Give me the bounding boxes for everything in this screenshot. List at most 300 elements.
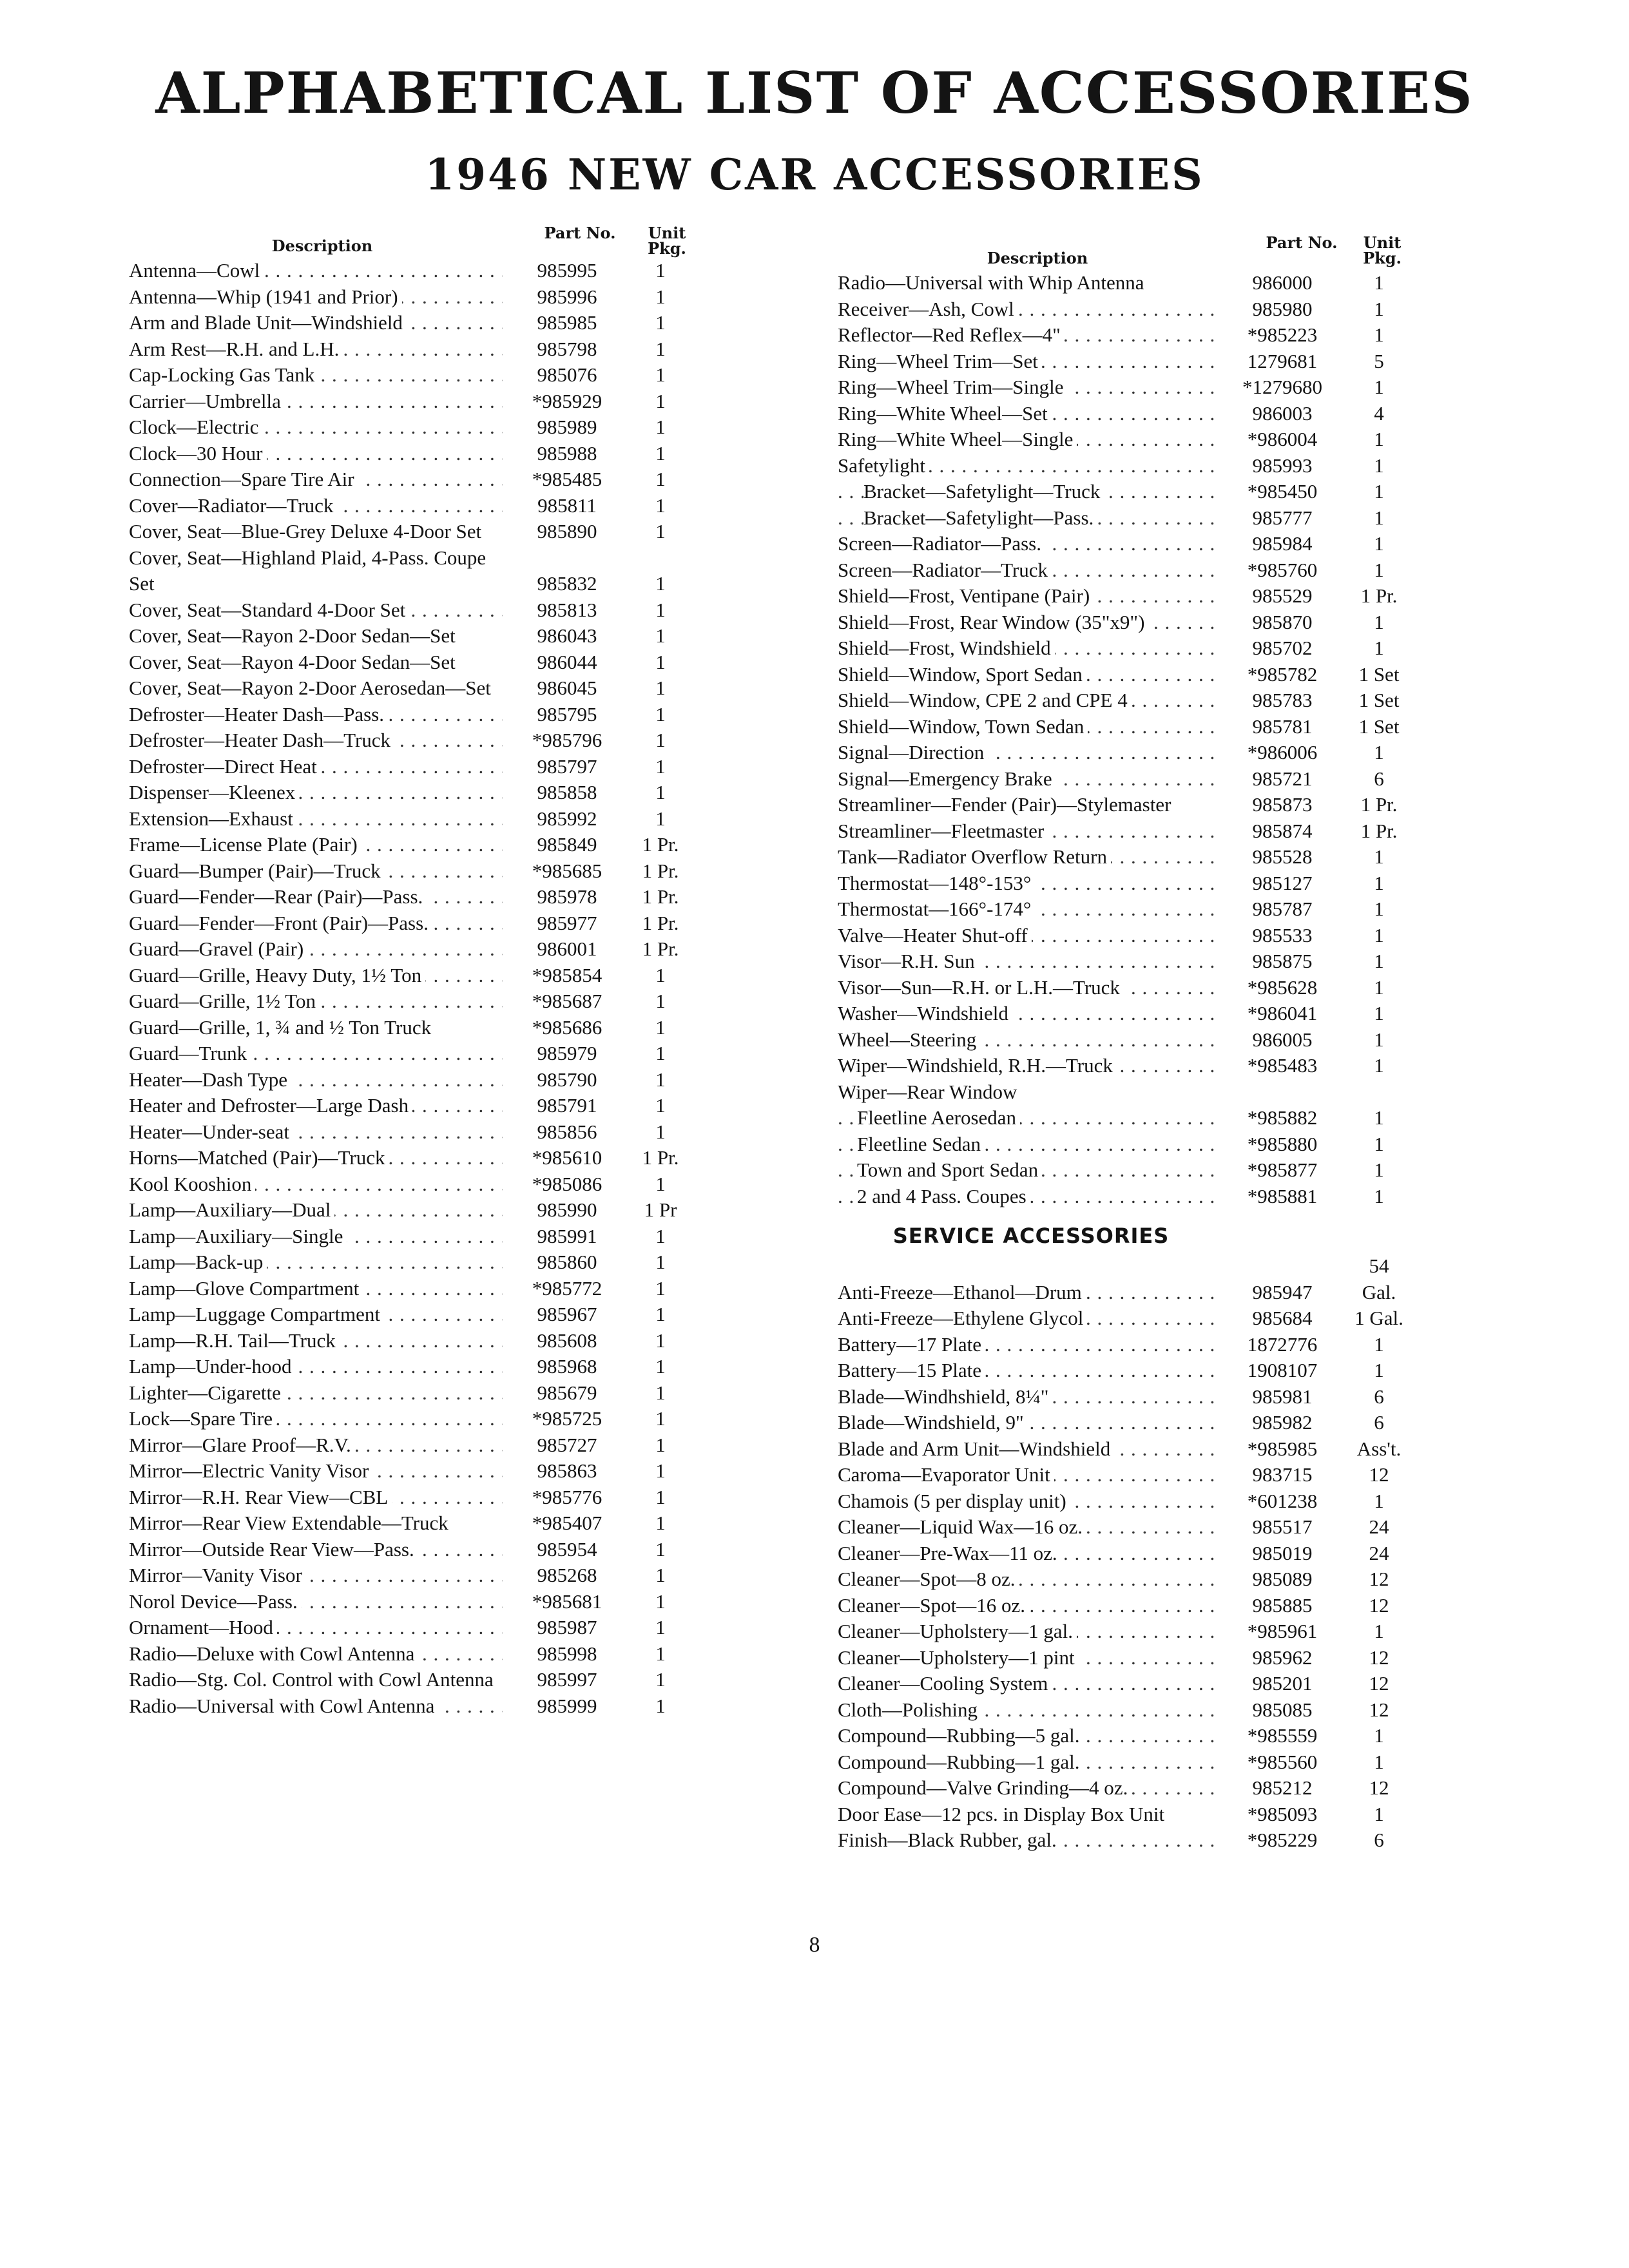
- item-part-number: 986044: [537, 650, 597, 673]
- header-part-no: Part No.: [544, 224, 616, 242]
- item-description-text: Signal—Emergency Brake: [838, 767, 1056, 790]
- item-description: [838, 1671, 1215, 1697]
- item-description-text: Defroster—Heater Dash—Pass.: [129, 703, 388, 726]
- item-unit-package: 1: [655, 990, 666, 1012]
- item-description-text: Shield—Window, Sport Sedan: [838, 663, 1086, 686]
- item-description-text: Guard—Fender—Rear (Pair)—Pass.: [129, 885, 427, 908]
- item-unit-package: 1: [655, 1668, 666, 1691]
- item-unit-package: 1: [655, 781, 666, 803]
- item-unit-package: 1: [655, 494, 666, 517]
- item-unit-package: 1: [655, 1042, 666, 1064]
- item-part-number: *985407: [532, 1512, 602, 1534]
- item-part-number: 986043: [537, 624, 597, 647]
- item-description-text: Guard—Bumper (Pair)—Truck: [129, 860, 385, 882]
- item-description-text: Streamliner—Fender (Pair)—Stylemaster: [838, 793, 1175, 816]
- table-row: [129, 702, 696, 728]
- item-unit-package: 6: [1374, 767, 1384, 790]
- item-description-text: Cleaner—Cooling System: [838, 1672, 1052, 1695]
- header-description: Description: [987, 249, 1088, 267]
- item-description-text: Fleetline Aerosedan: [857, 1106, 1020, 1129]
- item-part-number: 985863: [537, 1459, 597, 1482]
- item-description-text: Bracket—Safetylight—Pass.: [863, 506, 1097, 529]
- table-row: [838, 1027, 1411, 1053]
- item-unit-package: 1: [1374, 297, 1384, 320]
- item-description-text: Dispenser—Kleenex: [129, 781, 299, 803]
- item-part-number: 985076: [537, 363, 597, 386]
- item-part-number: 985992: [537, 807, 597, 830]
- item-unit-package: 1: [1374, 1332, 1384, 1356]
- item-part-number: 986001: [537, 937, 597, 960]
- item-description: [129, 1641, 503, 1667]
- table-row: [838, 270, 1411, 296]
- item-unit-package: 1: [655, 598, 666, 621]
- item-part-number: 985982: [1252, 1411, 1313, 1434]
- table-row: [838, 1827, 1411, 1854]
- item-description: [838, 531, 1215, 557]
- item-description-text: Lighter—Cigarette: [129, 1381, 285, 1404]
- item-part-number: 985849: [537, 833, 597, 856]
- item-part-number: *985880: [1247, 1132, 1318, 1155]
- table-row: [838, 1514, 1411, 1541]
- item-part-number: 1279681: [1247, 349, 1318, 372]
- table-row: [129, 1119, 696, 1146]
- item-description: [838, 1280, 1215, 1306]
- table-row: [838, 1593, 1411, 1619]
- page-subtitle: 1946 NEW CAR ACCESSORIES: [425, 149, 1204, 200]
- item-description-text: Lamp—Back-up: [129, 1251, 267, 1273]
- table-row: [129, 1641, 696, 1667]
- item-unit-package: 1: [655, 1590, 666, 1613]
- item-unit-package: 1: [655, 650, 666, 673]
- table-row: [838, 505, 1411, 532]
- item-unit-package: 1: [655, 1616, 666, 1639]
- item-description-text: Lamp—Glove Compartment: [129, 1277, 363, 1300]
- table-row: [129, 1328, 696, 1354]
- item-description: [838, 714, 1215, 740]
- item-description-text: Shield—Frost, Windshield: [838, 637, 1055, 659]
- item-description-text: Battery—17 Plate: [838, 1333, 985, 1356]
- table-row: [129, 1276, 696, 1302]
- item-unit-package: 1: [655, 1407, 666, 1430]
- item-part-number: 985832: [537, 572, 597, 595]
- table-row: [838, 1619, 1411, 1645]
- table-row: [129, 414, 696, 441]
- item-description-text: Cleaner—Upholstery—1 gal.: [838, 1620, 1077, 1642]
- table-row: [838, 687, 1411, 714]
- item-description: [838, 296, 1215, 323]
- table-row: [129, 1667, 696, 1693]
- item-description: [129, 1145, 503, 1171]
- table-row: [129, 362, 696, 389]
- item-part-number: *985882: [1247, 1106, 1318, 1129]
- table-row: [838, 401, 1411, 427]
- item-description-text: Defroster—Direct Heat: [129, 755, 321, 778]
- item-description-text: Heater and Defroster—Large Dash: [129, 1094, 412, 1117]
- item-part-number: *985881: [1247, 1184, 1318, 1207]
- item-description-text: Compound—Valve Grinding—4 oz.: [838, 1776, 1132, 1799]
- item-description-text: Antenna—Whip (1941 and Prior): [129, 285, 402, 308]
- table-row: [129, 310, 696, 336]
- item-description-text: Fleetline Sedan: [857, 1133, 985, 1155]
- table-row: [129, 1693, 696, 1720]
- item-description-text: Screen—Radiator—Truck: [838, 559, 1052, 581]
- item-description-text: Streamliner—Fleetmaster: [838, 820, 1048, 842]
- item-part-number: *985559: [1247, 1724, 1318, 1747]
- table-row: [838, 635, 1411, 662]
- table-row: [129, 493, 696, 519]
- item-part-number: 985954: [537, 1537, 597, 1561]
- item-unit-package: 1: [655, 441, 666, 465]
- item-description-text: Mirror—R.H. Rear View—CBL: [129, 1486, 392, 1508]
- item-unit-package: 1: [1374, 376, 1384, 398]
- item-description: [838, 1566, 1215, 1593]
- item-description: [129, 832, 503, 858]
- item-description-text: Cover, Seat—Standard 4-Door Set: [129, 599, 409, 621]
- item-description-text: Mirror—Electric Vanity Visor: [129, 1459, 372, 1482]
- item-unit-package: 1 Pr.: [642, 937, 679, 960]
- header-description: Description: [271, 236, 373, 255]
- item-description-text: Heater—Dash Type: [129, 1068, 291, 1091]
- item-part-number: 985993: [1252, 454, 1313, 477]
- table-row: [838, 1697, 1411, 1724]
- item-description-text: Norol Device—Pass.: [129, 1590, 302, 1613]
- item-description-text: Town and Sport Sedan: [857, 1158, 1042, 1181]
- item-description-text: Cover, Seat—Highland Plaid, 4-Pass. Coupe Set: [129, 546, 487, 595]
- item-unit-package: 54 Gal.: [1362, 1254, 1396, 1303]
- item-part-number: 985798: [537, 337, 597, 360]
- item-description-text: Shield—Frost, Rear Window (35"x9"): [838, 611, 1148, 633]
- table-row: [129, 1197, 696, 1224]
- item-description-text: Blade—Windshield, 9": [838, 1411, 1028, 1434]
- item-part-number: 985996: [537, 285, 597, 308]
- accessory-list-right: [838, 270, 1411, 1209]
- table-row: [129, 936, 696, 963]
- item-description: [129, 649, 503, 676]
- item-unit-package: 1: [655, 754, 666, 778]
- item-part-number: 985987: [537, 1616, 597, 1639]
- table-row: [129, 963, 696, 989]
- item-unit-package: 1 Pr.: [1360, 819, 1398, 842]
- item-description-text: Guard—Gravel (Pair): [129, 937, 307, 960]
- item-description: [838, 1332, 1215, 1358]
- item-unit-package: 1: [1374, 1028, 1384, 1051]
- table-row: [129, 1015, 696, 1041]
- table-row: [838, 1436, 1411, 1463]
- item-description-text: Signal—Direction: [838, 741, 988, 764]
- column-header: [838, 235, 1411, 270]
- item-unit-package: 1: [1374, 845, 1384, 868]
- service-accessory-list: [838, 1253, 1411, 1854]
- item-unit-package: 1: [1374, 1359, 1384, 1381]
- item-part-number: 985873: [1252, 793, 1313, 816]
- item-description: [838, 1105, 1215, 1131]
- table-row: [838, 975, 1411, 1001]
- item-part-number: *986004: [1247, 428, 1318, 450]
- right-column: [838, 235, 1411, 1854]
- table-row: [838, 1462, 1411, 1488]
- item-unit-package: 1: [1374, 871, 1384, 894]
- table-row: [838, 1410, 1411, 1436]
- item-description: [129, 1432, 503, 1459]
- item-description: [838, 557, 1215, 584]
- item-description: [129, 1615, 503, 1641]
- item-description: [129, 702, 503, 728]
- item-description-text: Thermostat—148°-153°: [838, 872, 1035, 894]
- item-part-number: 985783: [1252, 689, 1313, 711]
- item-description-text: Cover—Radiator—Truck: [129, 494, 337, 517]
- item-description-text: Valve—Heater Shut-off: [838, 924, 1032, 947]
- item-description-text: Thermostat—166°-174°: [838, 898, 1035, 920]
- item-unit-package: 1: [1374, 898, 1384, 920]
- table-row: [129, 1380, 696, 1407]
- item-part-number: 985989: [537, 416, 597, 438]
- item-part-number: 985127: [1252, 871, 1313, 894]
- item-part-number: 985890: [537, 520, 597, 543]
- item-description-text: Lamp—Auxiliary—Single: [129, 1225, 347, 1247]
- item-unit-package: 1: [655, 468, 666, 490]
- item-unit-package: 1: [655, 1381, 666, 1404]
- item-unit-package: 1: [1374, 323, 1384, 346]
- table-row: [838, 531, 1411, 557]
- item-description: [838, 1436, 1215, 1463]
- item-part-number: *985929: [532, 389, 602, 412]
- item-description-text: Shield—Window, CPE 2 and CPE 4: [838, 689, 1132, 711]
- item-description-text: Radio—Stg. Col. Control with Cowl Antenna: [129, 1668, 497, 1691]
- item-unit-package: 1: [1374, 950, 1384, 972]
- item-description: [129, 1537, 503, 1563]
- item-description-text: Frame—License Plate (Pair): [129, 833, 361, 856]
- item-description: [838, 1384, 1215, 1410]
- header-unit-pkg: Unit Pkg.: [1363, 233, 1402, 267]
- item-part-number: 985978: [537, 885, 597, 908]
- item-part-number: *985685: [532, 859, 602, 882]
- item-part-number: 985885: [1252, 1593, 1313, 1617]
- item-unit-package: 1: [655, 1433, 666, 1456]
- item-description-text: Antenna—Cowl: [129, 259, 264, 282]
- item-description: [129, 519, 503, 545]
- item-part-number: 985727: [537, 1433, 597, 1456]
- item-description-text: Lock—Spare Tire: [129, 1407, 276, 1430]
- item-description: [838, 374, 1215, 401]
- table-row: [129, 1510, 696, 1537]
- item-description: [838, 896, 1215, 923]
- item-description: [129, 1693, 503, 1720]
- item-description: [838, 948, 1215, 975]
- table-row: [129, 1354, 696, 1380]
- item-unit-package: 1: [655, 1015, 666, 1039]
- table-row: [838, 583, 1411, 610]
- item-part-number: 985870: [1252, 610, 1313, 633]
- item-description: [129, 963, 503, 989]
- item-unit-package: 1 Pr.: [642, 1146, 679, 1169]
- item-part-number: 986045: [537, 677, 597, 699]
- table-row: [838, 296, 1411, 323]
- item-unit-package: 1: [655, 1329, 666, 1352]
- item-description-text: Caroma—Evaporator Unit: [838, 1463, 1054, 1486]
- item-unit-package: 1: [655, 337, 666, 360]
- item-description: [129, 466, 503, 493]
- item-unit-package: 1: [655, 1355, 666, 1378]
- table-row: [838, 1671, 1411, 1697]
- table-row: [838, 1645, 1411, 1671]
- item-description: [129, 1354, 503, 1380]
- item-part-number: 985977: [537, 911, 597, 934]
- item-description: [838, 687, 1215, 714]
- item-part-number: 985679: [537, 1381, 597, 1404]
- table-row: [129, 727, 696, 754]
- item-unit-package: 1: [655, 416, 666, 438]
- item-part-number: *985560: [1247, 1750, 1318, 1773]
- item-unit-package: 1: [1374, 480, 1384, 503]
- item-unit-package: 1: [1374, 741, 1384, 764]
- table-row: [838, 1723, 1411, 1749]
- header-part-no: Part No.: [1266, 233, 1338, 252]
- item-description: [838, 583, 1215, 610]
- item-description-text: Tank—Radiator Overflow Return: [838, 845, 1111, 868]
- table-row: [129, 1249, 696, 1276]
- service-accessories-heading: SERVICE ACCESSORIES: [892, 1224, 1170, 1248]
- item-part-number: *985796: [532, 729, 602, 751]
- item-description-text: Cleaner—Spot—16 oz.: [838, 1594, 1029, 1617]
- item-unit-package: 1: [655, 1694, 666, 1717]
- item-part-number: 985212: [1252, 1776, 1313, 1799]
- table-row: [838, 1332, 1411, 1358]
- item-description-text: Blade and Arm Unit—Windshield: [838, 1437, 1114, 1460]
- item-description-text: Kool Kooshion: [129, 1173, 255, 1195]
- item-unit-package: 1: [1374, 610, 1384, 633]
- item-description: [129, 1302, 503, 1328]
- item-description-text: Lamp—R.H. Tail—Truck: [129, 1329, 340, 1352]
- item-unit-package: 1: [655, 389, 666, 412]
- table-row: [838, 1053, 1411, 1079]
- item-description-text: Cleaner—Pre-Wax—11 oz.: [838, 1542, 1061, 1564]
- item-unit-package: 6: [1374, 1829, 1384, 1851]
- table-row: [838, 1566, 1411, 1593]
- item-description: [129, 1406, 503, 1432]
- item-unit-package: 12: [1369, 1593, 1389, 1617]
- table-row: [129, 441, 696, 467]
- item-description: [129, 1485, 503, 1511]
- item-description: [129, 545, 503, 597]
- item-unit-package: Ass't.: [1356, 1437, 1402, 1460]
- item-unit-package: 1 Pr.: [642, 833, 679, 856]
- item-description-text: Screen—Radiator—Pass.: [838, 532, 1045, 555]
- item-description: [838, 1358, 1215, 1384]
- item-description: [129, 988, 503, 1015]
- item-unit-package: 1: [655, 1120, 666, 1143]
- item-description: [838, 1462, 1215, 1488]
- item-description: [838, 662, 1215, 688]
- table-row: [129, 1589, 696, 1615]
- table-row: [129, 910, 696, 937]
- item-description: [838, 975, 1215, 1001]
- table-row: [129, 988, 696, 1015]
- table-row: [838, 740, 1411, 766]
- item-part-number: 985201: [1252, 1672, 1313, 1695]
- table-row: [838, 349, 1411, 375]
- item-description-text: Horns—Matched (Pair)—Truck: [129, 1146, 389, 1169]
- item-description: [838, 1593, 1215, 1619]
- item-description: [129, 1119, 503, 1146]
- item-description: [129, 493, 503, 519]
- item-description-text: 2 and 4 Pass. Coupes: [857, 1185, 1030, 1207]
- item-description-text: Door Ease—12 pcs. in Display Box Unit: [838, 1803, 1168, 1825]
- item-description-text: Compound—Rubbing—1 gal.: [838, 1751, 1083, 1773]
- item-description: [838, 1723, 1215, 1749]
- item-description: [838, 766, 1215, 793]
- item-part-number: *985086: [532, 1172, 602, 1195]
- table-row: [129, 336, 696, 363]
- item-description-text: Finish—Black Rubber, gal.: [838, 1829, 1061, 1851]
- item-description-text: Wheel—Steering: [838, 1028, 980, 1051]
- item-unit-package: 1: [655, 311, 666, 334]
- item-description-text: Extension—Exhaust: [129, 807, 297, 830]
- table-row: [838, 1105, 1411, 1131]
- item-description-text: Heater—Under-seat: [129, 1120, 293, 1143]
- item-unit-package: 1: [1374, 271, 1384, 294]
- item-description: [838, 1697, 1215, 1724]
- item-description: [838, 270, 1215, 296]
- item-part-number: 985997: [537, 1668, 597, 1691]
- item-description: [838, 1157, 1215, 1184]
- item-unit-package: 1: [655, 702, 666, 726]
- item-description-text: Wiper—Rear Window: [838, 1081, 1021, 1103]
- item-description: [838, 923, 1215, 949]
- item-description: [129, 1328, 503, 1354]
- item-description-text: Mirror—Rear View Extendable—Truck: [129, 1512, 452, 1534]
- item-part-number: 985995: [537, 259, 597, 282]
- table-row: [129, 1145, 696, 1171]
- item-description-text: Cloth—Polishing: [838, 1698, 981, 1721]
- item-description-text: Safetylight: [838, 454, 929, 477]
- item-unit-package: 1: [655, 285, 666, 308]
- item-description: [129, 884, 503, 910]
- item-unit-package: 12: [1369, 1698, 1389, 1721]
- item-unit-package: 1: [655, 1068, 666, 1091]
- item-unit-package: 1: [655, 963, 666, 986]
- page-number: 8: [809, 1933, 820, 1957]
- item-description-text: Anti-Freeze—Ethylene Glycol: [838, 1307, 1087, 1329]
- item-description: [129, 1458, 503, 1485]
- item-part-number: *985610: [532, 1146, 602, 1169]
- table-row: [838, 374, 1411, 401]
- table-row: [838, 1541, 1411, 1567]
- table-row: [129, 597, 696, 624]
- item-description-text: Battery—15 Plate: [838, 1359, 985, 1381]
- item-part-number: *985985: [1247, 1437, 1318, 1460]
- item-unit-package: 24: [1369, 1515, 1389, 1538]
- item-part-number: 985795: [537, 702, 597, 726]
- item-description: [838, 1305, 1215, 1332]
- item-unit-package: 1: [655, 1251, 666, 1273]
- item-description: [129, 597, 503, 624]
- table-row: [129, 1093, 696, 1119]
- item-part-number: 985791: [537, 1094, 597, 1117]
- table-row: [129, 258, 696, 284]
- item-unit-package: 12: [1369, 1776, 1389, 1799]
- table-row: [838, 1775, 1411, 1802]
- item-description: [838, 505, 1215, 532]
- item-part-number: *985772: [532, 1276, 602, 1300]
- item-unit-package: 1 Pr: [644, 1198, 677, 1221]
- item-description: [129, 1589, 503, 1615]
- item-description-text: Connection—Spare Tire Air: [129, 468, 358, 490]
- item-description: [838, 1775, 1215, 1802]
- item-part-number: 985777: [1252, 506, 1313, 529]
- item-description: [129, 936, 503, 963]
- item-description: [129, 1224, 503, 1250]
- item-description: [838, 635, 1215, 662]
